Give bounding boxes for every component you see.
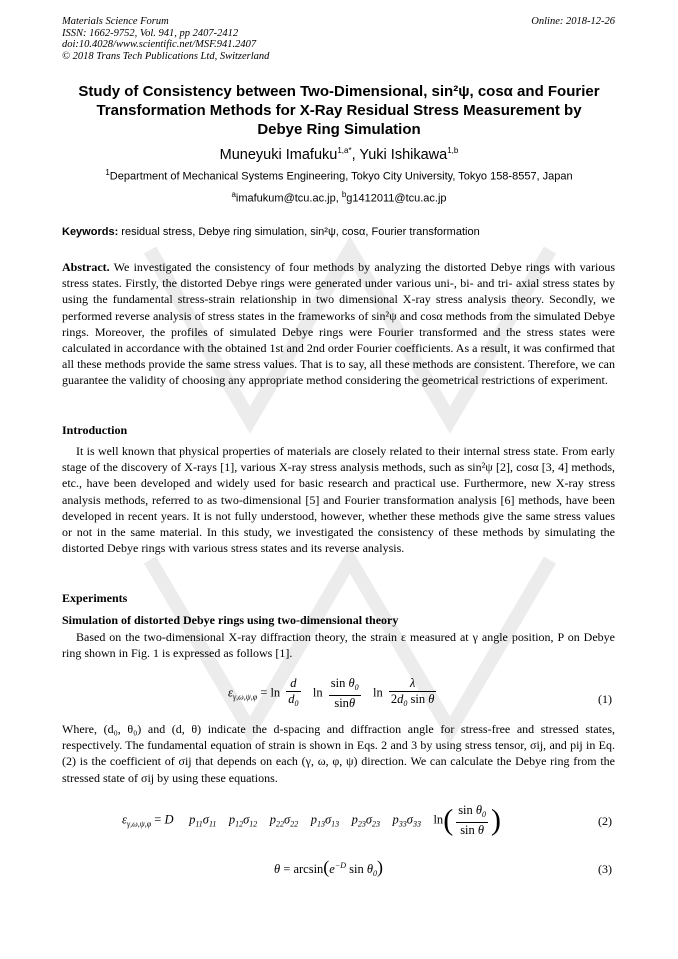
keywords-label: Keywords: xyxy=(62,226,119,238)
email-b-marker: b xyxy=(341,190,347,199)
experiments-heading: Experiments xyxy=(62,591,128,605)
author-2-affiliation: 1,b xyxy=(447,146,459,155)
equation-1: $\varepsilon_{\gamma,\omega,\psi,\varphi} = \ln$ $\frac{d}{d_0}$ ln $\frac{\sin \theta_0}{\sin\theta}$ ln $\frac{\lambda}{2d_0 \sin \theta}$ xyxy=(228,676,435,710)
emails xyxy=(0,190,678,205)
title-line-2: Transformation Methods for X-Ray Residual Stress Measurement by xyxy=(96,102,582,119)
affiliation-marker: 1 xyxy=(105,168,110,177)
title-line-3: Debye Ring Simulation xyxy=(257,121,421,138)
equation-3-number: (3) xyxy=(598,862,612,876)
journal-name: Materials Science Forum xyxy=(62,16,169,27)
keywords xyxy=(62,226,480,238)
author-1-affiliation: 1,a* xyxy=(337,146,352,155)
doi: doi:10.4028/www.scientific.net/MSF.941.2407 xyxy=(62,39,257,50)
experiments-para-1: Based on the two-dimensional X-ray diffraction theory, the strain ε measured at γ angle position, P on Debye ring shown in Fig. 1 is expressed as follows [1]. xyxy=(62,630,615,661)
paper-title xyxy=(50,82,628,139)
abstract xyxy=(62,259,615,389)
online-date: Online: 2018-12-26 xyxy=(531,16,615,27)
keywords-text: residual stress, Debye ring simulation, sin²ψ, cosα, Fourier transformation xyxy=(118,226,480,238)
affiliation xyxy=(0,168,678,183)
equation-2: $\varepsilon_{\gamma,\omega,\psi,\varphi} = D$ $p_{11}\sigma_{11}$ $p_{12}\sigma_{12}$ $p_{22}\sigma_{22}$ $p_{13}\sigma_{13}$ $p_{23}\sigma_{23}$ $p_{33}\sigma_{33}$ ln( $\frac{\sin \theta_0}{\text{sin θ}}$ ) xyxy=(122,803,502,837)
copyright: © 2018 Trans Tech Publications Ltd, Switzerland xyxy=(62,50,270,62)
affiliation-text: Department of Mechanical Systems Engineering, Tokyo City University, Tokyo 158-8557, Japan xyxy=(109,170,573,183)
email-b: g1412011@tcu.ac.jp xyxy=(346,192,447,205)
email-a-marker: a xyxy=(231,190,236,199)
authors xyxy=(0,146,678,163)
experiments-para-2: Where, (d₀, θ₀) and (d, θ) indicate the d-spacing and diffraction angle for stress-free and stressed states, respectively. The fundamental equation of strain is shown in Eqs. 2 and 3 by using stress tensor, σij, and pij in Eq.(2) is the coefficient of σij that depends on each (γ, ω, φ, ψ) direction. We can calculate the Debye ring from the stressed state of σij by using these equations. xyxy=(62,722,615,785)
equation-2-number: (2) xyxy=(598,814,612,828)
abstract-text: We investigated the consistency of four methods by analyzing the distorted Debye rings with various stress states. Firstly, the distorted Debye rings were generated under various uni-, bi- and tri- axial stress states by using the fundamental stress-strain relationship in two dimensional X-ray stress analysis theory. Secondly, we performed reverse analysis of stress states in the frameworks of sin²ψ and cosα methods from the simulated Debye rings. Moreover, the profiles of simulated Debye rings were Fourier transformed and the stress states were calculated in accordance with the obtained 1st and 2nd order Fourier coefficients. As a result, it was confirmed that all these methods provide the same stress values. That is to say, all these methods are consistent. Therefore, we can guarantee the validity of choosing any appropriate method considering the geometrical restrictions of experiment. xyxy=(62,260,615,388)
introduction-heading: Introduction xyxy=(62,423,128,437)
equation-1-number: (1) xyxy=(598,692,612,706)
abstract-label: Abstract. xyxy=(62,260,110,274)
title-line-1: Study of Consistency between Two-Dimensional, sin²ψ, cosα and Fourier xyxy=(78,83,600,100)
author-2: Yuki Ishikawa xyxy=(359,146,448,163)
introduction-text: It is well known that physical properties of materials are closely related to their internal stress state. From early stage of the discovery of X-rays [1], various X-ray stress analysis methods, such as sin²ψ [2], cosα [3, 4] methods, etc., have been developed and widely used for basic research and practical use. Furthermore, new X-ray stress analysis methods, referred to as two-dimensional [5] and Fourier transformation analysis [6] methods, have been developed in recent years. It is not fully understood, however, whether these methods give the same stress values or not in the same material. In this study, we investigated the consistency of these methods by simulating the distorted Debye rings with various stress states and its reverse analysis. xyxy=(62,444,615,556)
email-a: imafukum@tcu.ac.jp, xyxy=(235,192,342,205)
author-separator: , xyxy=(351,146,360,163)
equation-3: $\theta = \arcsin(e^{-D}$ $\sin \theta_0$) xyxy=(274,857,384,878)
simulation-subheading: Simulation of distorted Debye rings using two-dimensional theory xyxy=(62,613,399,627)
author-1: Muneyuki Imafuku xyxy=(219,146,338,163)
issn: ISSN: 1662-9752, Vol. 941, pp 2407-2412 xyxy=(62,27,239,39)
journal-header xyxy=(62,16,269,62)
